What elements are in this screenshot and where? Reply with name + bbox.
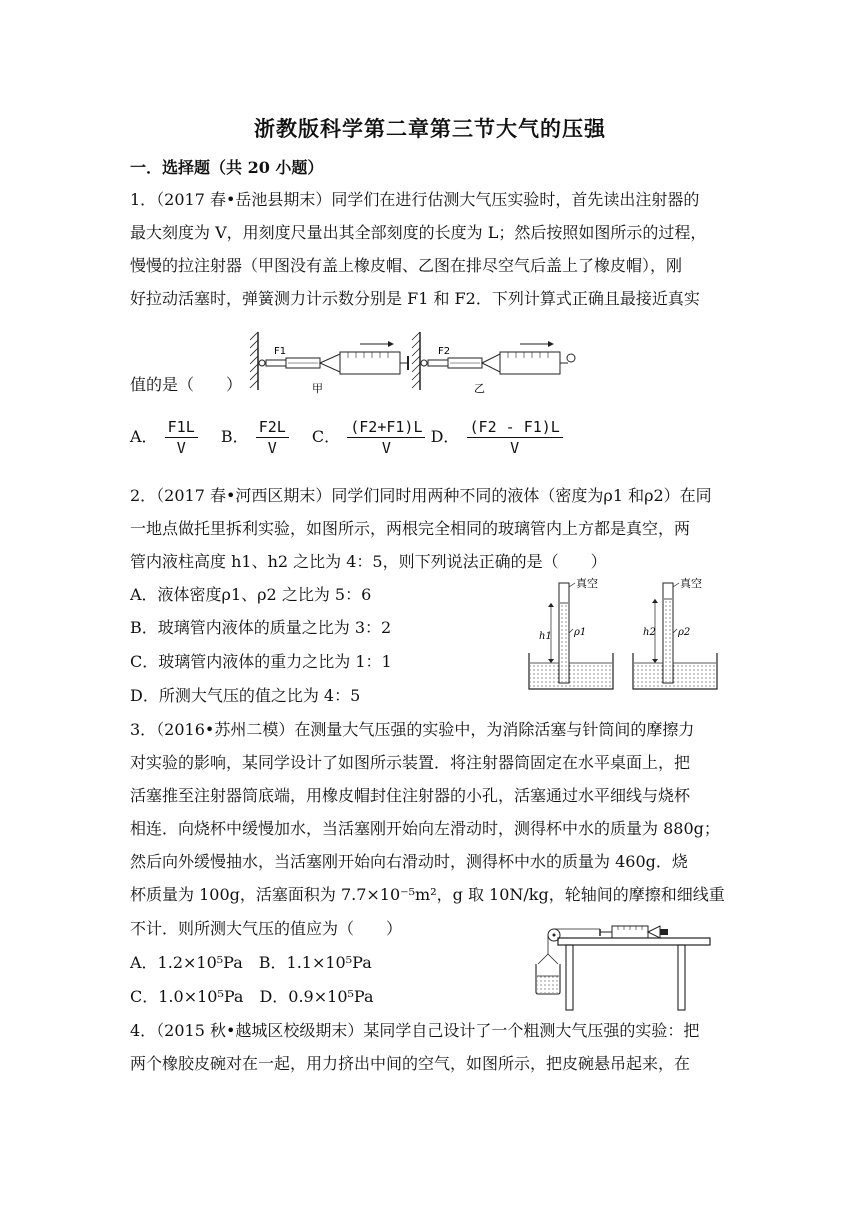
q3-line-1: 3．（2016•苏州二模）在测量大气压强的实验中，为消除活塞与针筒间的摩擦力 (130, 720, 695, 739)
q1-options (130, 418, 563, 457)
fig-label-rho2: ρ2 (678, 627, 691, 638)
q1-option-b-fraction (256, 418, 289, 457)
q3-line-7: 不计．则所测大气压的值应为（ ） (130, 919, 403, 938)
q1-option-d-den: V (510, 439, 520, 457)
q1-line-1: 1．（2017 春•岳池县期末）同学们在进行估测大气压实验时，首先读出注射器的 (130, 190, 700, 209)
q1-option-a-den: V (176, 439, 186, 457)
q1-option-b-label: B． (220, 427, 249, 446)
q1-line-2: 最大刻度为 V，用刻度尺量出其全部刻度的长度为 L；然后按照如图所示的过程， (130, 223, 707, 242)
syringe-figure (248, 330, 578, 396)
fig-label-f2: F2 (438, 346, 451, 357)
q3-line-5: 然后向外缓慢抽水，当活塞刚开始向右滑动时，测得杯中水的质量为 460g．烧 (130, 852, 688, 871)
q2-line-1: 2．（2017 春•河西区期末）同学们同时用两种不同的液体（密度为ρ1 和ρ2）在同 (130, 486, 712, 505)
q1-option-c-label: C． (311, 427, 341, 446)
q1-option-d-fraction (467, 418, 563, 457)
q2-option-b: B．玻璃管内液体的质量之比为 3：2 (130, 618, 392, 637)
q2-line-2: 一地点做托里拆利实验，如图所示，两根完全相同的玻璃管内上方都是真空，两 (130, 519, 691, 538)
q3-option-cd: C．1.0×10⁵Pa D．0.9×10⁵Pa (130, 987, 374, 1006)
q3-line-6: 杯质量为 100g，活塞面积为 7.7×10⁻⁵m²，g 取 10N/kg，轮轴间的摩擦和细线重 (130, 885, 725, 904)
fig-label-rho1: ρ1 (574, 627, 587, 638)
q1-line-5: 值的是（ ） (130, 375, 243, 394)
q2-option-c: C．玻璃管内液体的重力之比为 1：1 (130, 652, 392, 671)
fig-label-yi: 乙 (474, 382, 485, 395)
q3-line-3: 活塞推至注射器筒底端，用橡皮帽封住注射器的小孔，活塞通过水平细线与烧杯 (130, 786, 691, 805)
q1-option-d-label: D． (430, 427, 460, 446)
q1-option-a-num: F1L (165, 418, 198, 438)
q1-option-c-den: V (381, 439, 391, 457)
fig-label-f1: F1 (274, 346, 287, 357)
q1-line-3: 慢慢的拉注射器（甲图没有盖上橡皮帽、乙图在排尽空气后盖上了橡皮帽），刚 (130, 256, 683, 275)
q2-option-d: D．所测大气压的值之比为 4：5 (130, 686, 361, 705)
fig-label-vacuum-2: 真空 (680, 577, 702, 590)
fig-label-h2: h2 (643, 627, 656, 638)
q1-option-b-den: V (267, 439, 277, 457)
q1-option-c-fraction (347, 418, 425, 457)
q1-option-c-num: (F2+F1)L (347, 418, 425, 438)
page-title: 浙教版科学第二章第三节大气的压强 (254, 116, 606, 141)
pulley-diagram (528, 920, 712, 1012)
section-heading: 一．选择题（共 20 小题） (130, 158, 324, 177)
q3-line-2: 对实验的影响，某同学设计了如图所示装置．将注射器筒固定在水平桌面上，把 (130, 753, 691, 772)
q1-option-a-fraction (165, 418, 198, 457)
fig-label-vacuum-1: 真空 (576, 577, 598, 590)
q3-line-4: 相连．向烧杯中缓慢加水，当活塞刚开始向左滑动时，测得杯中水的质量为 880g； (130, 819, 720, 838)
q1-option-a-label: A． (130, 427, 158, 446)
q2-line-3: 管内液柱高度 h1、h2 之比为 4：5，则下列说法正确的是（ ） (130, 552, 607, 571)
q1-line-4: 好拉动活塞时，弹簧测力计示数分别是 F1 和 F2．下列计算式正确且最接近真实 (130, 289, 700, 308)
pulley-figure (528, 920, 712, 1012)
fig-label-h1: h1 (539, 631, 552, 642)
q2-option-a: A．液体密度ρ1、ρ2 之比为 5：6 (130, 585, 372, 604)
q4-line-2: 两个橡胶皮碗对在一起，用力挤出中间的空气，如图所示，把皮碗悬吊起来，在 (130, 1054, 691, 1073)
syringe-diagram (248, 330, 578, 396)
q3-option-ab: A．1.2×10⁵Pa B．1.1×10⁵Pa (130, 953, 372, 972)
q1-option-d-num: (F2 - F1)L (467, 418, 563, 438)
fig-label-jia: 甲 (312, 382, 323, 395)
q4-line-1: 4．（2015 秋•越城区校级期末）某同学自己设计了一个粗测大气压强的实验：把 (130, 1021, 700, 1040)
torricelli-diagram (525, 577, 745, 693)
q1-option-b-num: F2L (256, 418, 289, 438)
torricelli-figure (525, 577, 745, 693)
